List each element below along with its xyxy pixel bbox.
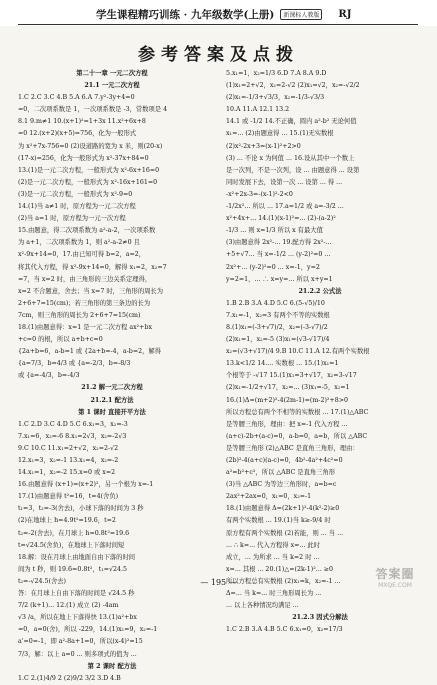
edition-label: RJ [338, 8, 352, 20]
answer-line: 16.由题意得 (x+1)=(x+2)²，另一个根为 x=-1 [18, 481, 154, 489]
answer-line: 7cm，则三角形的周长为 2+6+7=15(cm) [18, 311, 141, 319]
watermark-logo [362, 560, 428, 594]
answer-line: a'=0=-1，即 a²-8a+1=0，所以(x-4)²=15 [18, 638, 143, 646]
section-heading: 第二十一章 一元二次方程 [76, 70, 148, 77]
answer-line: ... ∴ k=... 代入方程得 x=... 此时 [226, 541, 321, 549]
answer-line: 1.B 2.B 3.A 4.D 5.C 6.(5-√5)/10 [226, 299, 325, 307]
answer-line: 是等腰三角形，理由：把 x=-1 代入方程 ... [226, 420, 348, 428]
page-title: 参考答案及点拨 [138, 45, 299, 65]
answer-line: {a=7/3，b=4/3 或 {a=-2/3，b=-8/3 [18, 360, 131, 368]
right-column [226, 68, 414, 636]
section-heading: 21.1 一元二次方程 [84, 82, 140, 90]
answer-line: 1.C 2.(1)4/9 2 (2)9/2 3/2 3.D 4.B [18, 674, 121, 682]
answer-line: +5+√7... 当 x=-1/2 ... (y-2)²=0 ... [226, 251, 331, 259]
answer-line: 18.(1)由题意得 Δ=(2k+1)²-4(k²-2)≥0 [226, 505, 340, 513]
answer-line: -x²+2x-3=-(x-1)²-2<0 [226, 190, 293, 198]
answer-line: 1.C 2.B 3.A 4.B 5.C 6.x₁=0，x₂=17/3 [226, 626, 343, 634]
answer-line: 9.C 10.C 11.x₁=2+√2，x₂=2-√2 [18, 444, 119, 452]
answer-line: 答：在月球上自由下落的时间是 √24.5 秒 [18, 590, 135, 598]
header-rule [18, 24, 418, 25]
answer-line: t=√24.5(舍负)，在地球上下落时间短 [18, 541, 125, 549]
answer-line: √3 /a，所以在地上下落得快 13.(1)a²+bx [18, 614, 137, 622]
answer-line: 18.解：设在月球上由地面自由下落的时间 [18, 553, 136, 561]
answer-line: 2+6+7=15(cm)；若三角形的第三条边的长为 [18, 299, 151, 307]
answer-line: 17.(1)由题意得 t²=16，t=4(舍负) [18, 493, 119, 501]
answer-line: (2)x₁=1，x₂=-5 (3)x₁=(√3-√17)/4 [226, 336, 330, 344]
answer-line: (3)由题意得 2x²-... 19.配方得 2x²-... [226, 239, 332, 247]
answer-line: 14.(1)当 a≠1 时，原方程为一元二次方程 [18, 203, 136, 211]
answer-line: 8.1 9.m≠1 10.(x+1)²=1+3x 11.x²+6x+8 [18, 118, 146, 126]
answer-line: t₂=-√24.5(舍去) [18, 577, 66, 585]
answer-line: 所以方程总有实数根 (2)x₁=k，x₂=-1 ... [226, 577, 341, 585]
book-title: 学生课程精巧训练 · 九年级数学(上册) [96, 8, 275, 21]
answer-line: 7/2 (k+1)... 12.(1) 成立 (2) -4am [18, 602, 119, 610]
answer-line: (2)x²-2x+3=(x-1)²+2>0 [226, 142, 301, 150]
answer-line: 或 {a=-4/3，b=-4/3 [18, 372, 80, 380]
answer-line: 1.C 2.D 3.C 4.D 5.C 6.x₁=3，x₂=-3 [18, 420, 128, 428]
answer-line: 2ax²+2ax=0，x₁=0，x₂=-1 [226, 493, 312, 501]
answer-line: (3) ... 不论 x 为何值 ... 16.设从其中一个数上 [226, 154, 355, 162]
answer-line: x₂=(√3+√17)/4 9.B 10.C 11.A 12.有两个实数根 [226, 348, 370, 356]
answer-line: 15.由题意，得二次项系数为 a²-a-2，一次项系数 [18, 227, 156, 235]
answer-line: =0，二次项系数是 1，一次项系数是 -3，常数项是 4 [18, 106, 168, 114]
answer-line: (2b)²-4(a+c)(a-c)=0，4b²-4a²+4c²=0 [226, 457, 343, 464]
answer-line: 原方程有两个实数根 (2)若能，则 ... 当 ... [226, 529, 344, 537]
answer-line: =7，当 x=2 时，由三角形的三边关系定理得， [18, 275, 152, 283]
section-heading: 21.2 解一元二次方程 [81, 384, 143, 392]
answer-line: 是等腰三角形 (2)△ABC 是直角三角形，理由： [226, 444, 359, 452]
answer-line: -1/2x²... 所以 ... 17.a=1/2 或 a=-3/2 ... [226, 203, 344, 211]
answer-line: 个根等于 -√17 15.(1)x₁=3+√17，x₂=3-√17 [226, 372, 357, 380]
answer-line: 8.(1)x₁=(-3+√7)/2，x₂=(-3-√7)/2 [226, 323, 328, 331]
answer-line: t₂=-2(舍去)，在月球上 h=0.8t²=19.6 [18, 529, 130, 537]
section-heading: 第 1 课时 直接开平方法 [78, 408, 146, 416]
left-column [18, 68, 206, 685]
answer-line: (2)x₁=-1/2+√17，x₂=... (3)x₁=-5，x₂=1 [226, 384, 350, 392]
answer-line: +c=0 的根，所以 a+b+c=0 [18, 336, 103, 344]
answer-line: (17-x)=256，化为一般形式为 x²-37x+84=0 [18, 154, 149, 162]
answer-line: 16.(1)Δ=(m+2)²-4(2m-1)=(m-2)²+8>0 [226, 396, 348, 404]
answer-line: 18.(1)由题意得：x=1 是一元二次方程 ax²+bx [18, 323, 153, 331]
answer-line: (3)当 △ABC 为等边三角形时，a=b=c [226, 481, 337, 489]
answer-line: 7.x₁=-1，x₂=3 有两个不等的实数根 [226, 311, 330, 319]
section-heading: 21.2.3 因式分解法 [292, 614, 348, 622]
answer-line: -1/3 ... 则 x=1/3 所以 x 有最大值 [226, 227, 323, 235]
answer-line: t₁=3，t₂=-3(舍去)，小球下落的时间为 3 秒 [18, 505, 144, 513]
answer-line: ... 以上各种情况均满足 ... [226, 602, 299, 610]
answer-line: 5.x₁=1，x₂=1/3 6.D 7.A 8.A 9.D [226, 70, 327, 77]
answer-line: (2)是一元二次方程，一般形式为 x²-16x+161=0 [18, 178, 158, 186]
answer-line: 是一次列，不是一次列，设 ... 由题意得 ... 设第 [226, 166, 360, 174]
answer-line: Δ=... 当 k=... 时三角形周长为 ... [226, 590, 322, 598]
answer-line: 间为 t 秒，则 19.6=0.8t²，t₁=√24.5 [18, 565, 128, 573]
answer-line: 14.1 或 -1/2 14.不正确，圆内 a²-b² 无论何值 [226, 118, 357, 126]
watermark-url: MXQE.COM [378, 582, 412, 589]
answer-line: x=... 其根 ... 20.(1)△=(2k-1)²... ≥0 [226, 565, 334, 573]
section-heading: 第 2 课时 配方法 [87, 662, 137, 670]
answer-line: (2)在地球上 h=4.9t²=19.6，t=2 [18, 517, 116, 525]
answer-line: x²+4x+... 14.(1)(x-1)²=... (2)-(a-2)² [226, 215, 336, 223]
publisher-note: 新课标人教版 [280, 9, 322, 20]
answer-line: {2a+b=6，a-b=1 或 {2a+b=-4，a-b=2，解得 [18, 348, 162, 356]
answer-line: (a+c)-2b+(a-c)=0，a-b=0，a=b，所以 △ABC [226, 432, 368, 440]
answer-line: x₁=... (2)由题意得 ... 15.(1)无实数根 [226, 130, 334, 138]
answer-line: (2)x₁=-1/3+√3/3，x₂=-1/3-√3/3 [226, 94, 325, 102]
answer-line: 13.(1)是一元二次方程，一般形式为 x²-6x+16=0 [18, 166, 160, 174]
section-heading: 21.2.1 配方法 [90, 396, 134, 404]
answer-line: 12.x₁=3，x₂=-1 13.x₁=4，x₂=-2 [18, 457, 119, 464]
section-heading: 21.2.2 公式法 [298, 287, 342, 295]
answer-line: 13.k<1/2 14.... 实数根 ... 15.(1)x₁=1 [226, 360, 339, 368]
page-number: — 195 — [200, 578, 237, 587]
answer-line: y=2=1，... ∴ x=y=... 所以 x+y=1 [226, 275, 333, 283]
answer-line: (2)当 a=1 时，原方程为一元一次方程 [18, 215, 126, 223]
watermark-text: 答案圈 [375, 567, 415, 581]
answer-line: 所以方程总有两个不相等的实数根 ... 17.(1)△ABC [226, 408, 369, 416]
answer-line: 7.x₁=6，x₂=-6 8.x₁=2√3，x₂=-2√3 [18, 432, 127, 440]
answer-line: x²-9x+14=0，17.由已知可得 b=2，a=2， [18, 251, 146, 259]
answer-line: =0 12.(x+2)(x+5)=756，化为一般形式 [18, 130, 137, 138]
answer-line: 为 a+1，二次项系数为 1，则 a²-a-2≠0 且 [18, 239, 140, 247]
answer-line: 有两个实数根 ... 19.(1)当 k≥-9/4 时 [226, 517, 331, 525]
page-header [0, 0, 437, 26]
answer-line: 7/3，解：以上 a=0 ... 则多项式的值为 ... [18, 650, 137, 658]
answer-line: 2x²+... (y-2)²=0 ... x=-1，y=2 [226, 263, 320, 271]
answer-line: 成立，... 为所求 ... 当 k=2 时 ... [226, 553, 320, 561]
answer-line: (1)x₁=2+√2，x₂=2-√2 (2)x₁=√2，x₂=-√2/2 [226, 82, 360, 90]
header-row [96, 6, 351, 22]
answer-line: a²=b²+c²，所以 △ABC 是直角三角形 [226, 469, 336, 477]
answer-line: 1.C 2.C 3.C 4.B 5.A 6.A 7.y²-3y+4=0 [18, 94, 135, 102]
answer-line: =0，a=0(舍)，所以 -229，14.(1)x₁=9，x₂=-1 [18, 626, 158, 634]
answer-line: 10.A 11.A 12.1 13.2 [226, 106, 290, 114]
answer-line: 为 x²+7x-756=0 (2)设道路的宽为 x 米，则(20-x) [18, 142, 163, 150]
answer-line: 14.x₁=1，x₂=-2 15.x=0 或 x=2 [18, 469, 116, 477]
answer-line: 同时发展下去，设第一次 ... 设第 ... 得 ... [226, 178, 343, 186]
answer-line: x=2 不合题意，舍去；当 x=7 时，三角形的周长为 [18, 287, 164, 295]
answer-line: 将其代入方程，得 x²-9x+14=0，解得 x₁=2，x₂=7 [18, 263, 167, 271]
answer-line: (3)是一元二次方程，一般形式为 x²-9=0 [18, 190, 133, 198]
